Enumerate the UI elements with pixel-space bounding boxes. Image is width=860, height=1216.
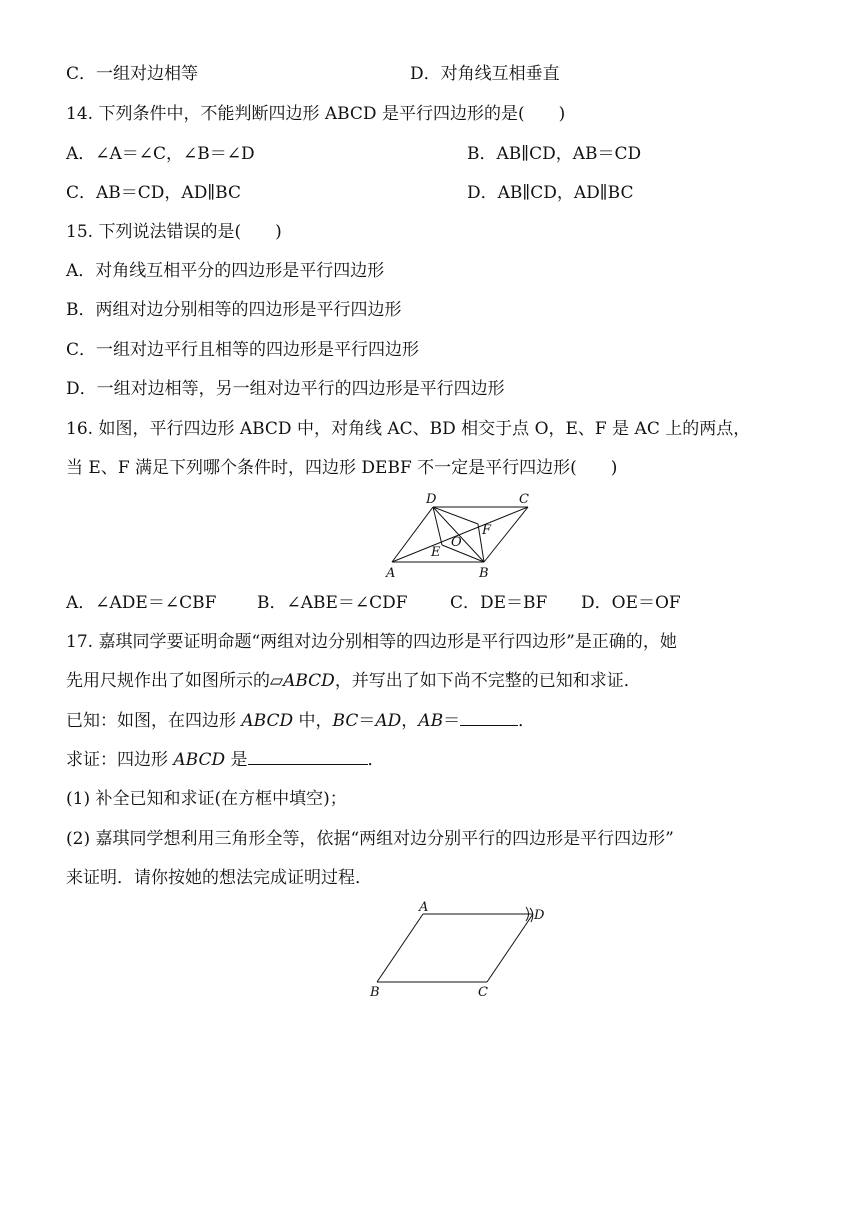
q17-prove-pre: 求证：四边形 [66, 750, 174, 770]
q17-prove [66, 749, 385, 771]
q17-stem-line1: 17. 嘉琪同学要证明命题“两组对边分别相等的四边形是平行四边形”是正确的，她 [66, 632, 677, 652]
q17-stem-line2-abcd: ABCD [283, 671, 335, 691]
q17-known-eq1: ＝ [358, 711, 376, 731]
q17-label-c: C [478, 985, 488, 1000]
q14-option-a: A．∠A＝∠C，∠B＝∠D [66, 144, 255, 164]
q14-option-d: D．AB∥CD，AD∥BC [467, 183, 634, 203]
q17-known-bc: BC [332, 711, 359, 731]
q17-known-eq2: ＝ [443, 711, 461, 731]
q15-option-d: D．一组对边相等，另一组对边平行的四边形是平行四边形 [66, 379, 505, 399]
q16-label-c: C [519, 492, 529, 507]
q17-known [66, 710, 535, 732]
q17-label-b: B [370, 985, 380, 1000]
q17-prove-abcd: ABCD [173, 750, 226, 770]
q16-label-a: A [386, 566, 396, 581]
q17-known-pre: 已知：如图，在四边形 [66, 711, 242, 731]
q16-stem-line1: 16. 如图，平行四边形 ABCD 中，对角线 AC、BD 相交于点 O，E、F 是 AC 上的两点， [66, 419, 751, 439]
q17-part2-line1: (2) 嘉琪同学想利用三角形全等，依据“两组对边分别平行的四边形是平行四边形” [66, 829, 674, 849]
q16-option-a: A．∠ADE＝∠CBF [66, 593, 217, 613]
q17-prove-end: ． [367, 750, 385, 770]
q14-option-b: B．AB∥CD，AB＝CD [467, 144, 642, 164]
q17-known-ab: AB [418, 711, 444, 731]
q16-parallelogram-figure [0, 488, 860, 588]
q17-parallelogram-figure [0, 900, 860, 1000]
q15-option-a: A．对角线互相平分的四边形是平行四边形 [66, 261, 385, 281]
q16-label-e: E [431, 545, 441, 560]
q16-stem-line2: 当 E、F 满足下列哪个条件时，四边形 DEBF 不一定是平行四边形( ) [66, 458, 618, 478]
q17-stem-line2-post: ，并写出了如下尚不完整的已知和求证． [334, 671, 641, 691]
q17-known-blank[interactable] [460, 710, 518, 726]
q16-label-d: D [426, 492, 437, 507]
q17-stem-line2 [66, 670, 641, 692]
q16-label-b: B [479, 566, 489, 581]
q17-prove-is: 是 [225, 750, 248, 770]
q14-option-c: C．AB＝CD，AD∥BC [66, 183, 241, 203]
q17-known-end: ． [518, 711, 536, 731]
q17-stem-line2-pre: 先用尺规作出了如图所示的▱ [66, 671, 284, 691]
q15-option-b: B．两组对边分别相等的四边形是平行四边形 [66, 300, 402, 320]
q15-stem: 15. 下列说法错误的是( ) [66, 222, 282, 242]
q17-prove-blank[interactable] [248, 749, 368, 765]
q17-known-abcd: ABCD [241, 711, 294, 731]
q17-known-ad: AD [375, 711, 402, 731]
q17-label-a: A [419, 900, 429, 915]
q16-option-c: C．DE＝BF [450, 593, 548, 613]
q14-stem: 14. 下列条件中，不能判断四边形 ABCD 是平行四边形的是( ) [66, 104, 566, 124]
q17-known-mid: 中， [293, 711, 333, 731]
q17-part1: (1) 补全已知和求证(在方框中填空)； [66, 789, 347, 809]
q13-option-d: D．对角线互相垂直 [410, 64, 560, 84]
q16-label-o: O [451, 535, 462, 550]
q13-option-c: C．一组对边相等 [66, 64, 199, 84]
q17-known-comma: ， [401, 711, 419, 731]
q16-option-d: D．OE＝OF [581, 593, 681, 613]
q17-part2-line2: 来证明．请你按她的想法完成证明过程． [66, 868, 372, 888]
q17-label-d: D [534, 908, 545, 923]
q15-option-c: C．一组对边平行且相等的四边形是平行四边形 [66, 340, 420, 360]
q16-option-b: B．∠ABE＝∠CDF [257, 593, 408, 613]
q16-label-f: F [482, 523, 492, 538]
